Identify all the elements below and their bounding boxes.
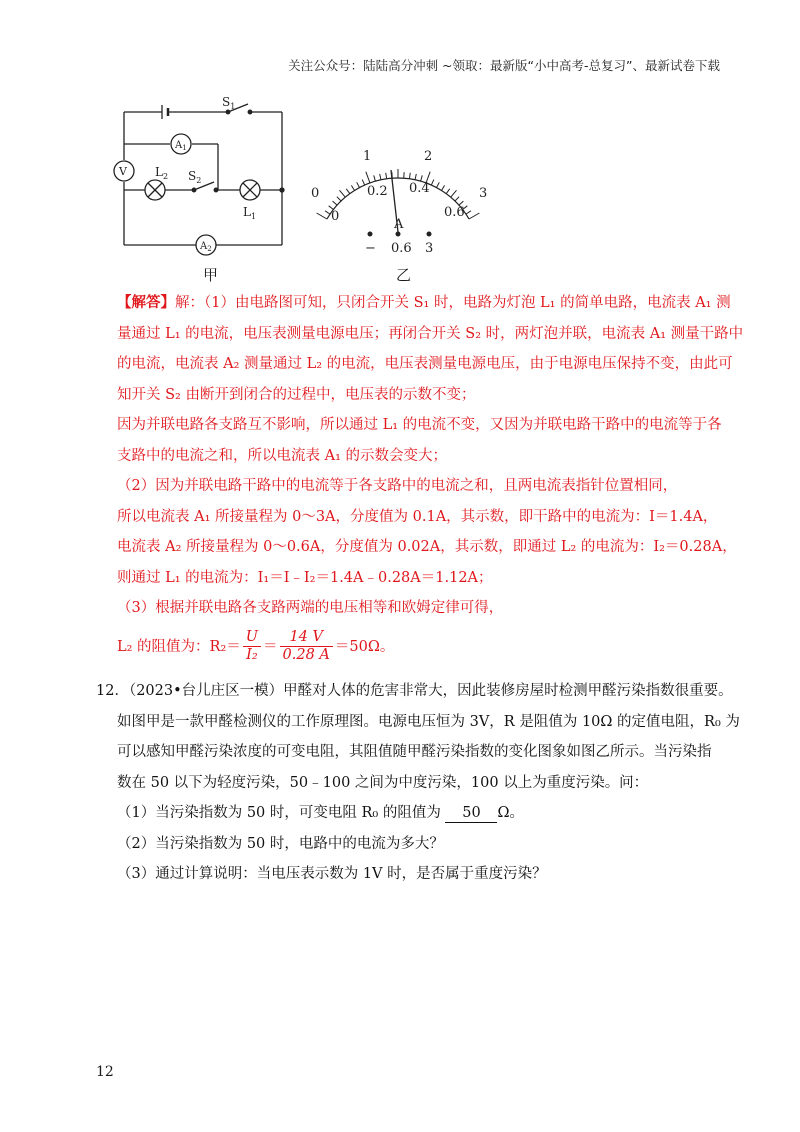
figure-yi-caption: 乙 xyxy=(396,266,412,284)
answer-formula: L₂ 的阻值为：R₂＝ $\frac{U}{\text{I₂}}$ ＝ $\frac{14 V}{0.28 A}$ ＝50Ω。 xyxy=(117,629,395,663)
dial-tick xyxy=(451,190,457,197)
svg-text:L2 xyxy=(155,165,168,181)
answer-line: 则通过 L₁ 的电流为：I₁＝I﹣I₂＝1.4A﹣0.28A＝1.12A； xyxy=(117,569,493,586)
s2-label: S xyxy=(188,169,197,183)
question-12 xyxy=(96,676,740,890)
answer-line: 的电流，电流表 A₂ 测量通过 L₂ 的电流，电压表测量电源电压，由于电源电压保持不变，由此可 xyxy=(117,356,733,372)
answer-line: 量通过 L₁ 的电流，电压表测量电源电压；再闭合开关 S₂ 时，两灯泡并联，电流表 A₁ 测量干路中 xyxy=(117,325,744,342)
answer-line: （2）因为并联电路干路中的电流等于各支路中的电流之和，且两电流表指针位置相同， xyxy=(117,478,678,494)
s1-sub: 1 xyxy=(230,102,236,111)
s2-sub: 2 xyxy=(196,176,202,185)
dial-tick xyxy=(346,189,350,194)
a1-sub: 1 xyxy=(182,144,187,152)
question-line: 可以感知甲醛污染浓度的可变电阻，其阻值随甲醛污染指数的变化图象如图乙所示。当污染指 xyxy=(117,744,712,760)
dial-tick xyxy=(380,174,381,180)
fraction-values: $\frac{14 V}{0.28 A}$ xyxy=(280,629,333,664)
sub-question-3: （3）通过计算说明：当电压表示数为 1V 时，是否属于重度污染？ xyxy=(117,866,547,882)
answer-line: 【解答】解：（1）由电路图可知，只闭合开关 S₁ 时，电路为灯泡 L₁ 的简单电路，电流表 A₁ 测 xyxy=(117,294,731,311)
answer-line: （3）根据并联电路各支路两端的电压相等和欧姆定律可得， xyxy=(117,600,504,616)
terminal-3: 3 xyxy=(425,241,434,256)
circuit-diagram xyxy=(100,92,300,292)
dial-tick xyxy=(455,197,459,201)
svg-text:A1 xyxy=(174,140,187,152)
l2-label: L xyxy=(155,165,163,179)
answer-blank: 50 xyxy=(445,804,497,823)
svg-text:S1 xyxy=(222,95,235,111)
a2-label: A xyxy=(200,241,208,252)
question-line: 12．（2023•台儿庄区一模）甲醛对人体的危害非常大，因此装修房屋时检测甲醛污染指数很重要。 xyxy=(96,683,733,699)
dial-outer-3: 3 xyxy=(479,186,488,201)
answer-block xyxy=(117,288,744,670)
sub-question-1: （1）当污染指数为 50 时，可变电阻 R₀ 的阻值为 50 Ω。 xyxy=(117,805,524,821)
dial-outer-0: 0 xyxy=(311,186,320,201)
answer-line: 电流表 A₂ 所接量程为 0～0.6A，分度值为 0.02A，其示数，即通过 L₂ 的电流为：I₂＝0.28A， xyxy=(117,539,737,555)
ammeter-dial xyxy=(305,140,505,260)
svg-text:S2 xyxy=(188,169,201,185)
l2-sub: 2 xyxy=(162,172,169,181)
dial-inner-04: 0.4 xyxy=(409,181,430,196)
dial-tick xyxy=(340,190,346,197)
answer-line: 因为并联电路各支路互不影响，所以通过 L₁ 的电流不变，又因为并联电路干路中的电流等于各 xyxy=(117,417,722,433)
dial-tick xyxy=(431,180,433,185)
dial-unit: A xyxy=(394,217,404,232)
terminal-minus: − xyxy=(365,241,376,256)
figure-jia-caption: 甲 xyxy=(203,266,219,284)
question-line: 数在 50 以下为轻度污染，50﹣100 之间为中度污染，100 以上为重度污染。问： xyxy=(117,774,649,791)
page-number: 12 xyxy=(96,1064,114,1080)
dial-outer-2: 2 xyxy=(424,149,433,164)
dial-tick xyxy=(436,182,439,187)
dial-tick xyxy=(362,180,364,185)
dial-tick xyxy=(351,185,354,190)
dial-tick xyxy=(446,189,450,194)
dial-tick xyxy=(469,213,479,219)
dial-inner-06: 0.6 xyxy=(444,205,465,220)
dial-tick xyxy=(337,197,341,201)
dial-tick xyxy=(441,185,444,190)
answer-line: 知开关 S₂ 由断开到闭合的过程中，电压表的示数不变； xyxy=(117,386,476,403)
dial-tick xyxy=(317,213,327,219)
question-line: 如图甲是一款甲醛检测仪的工作原理图。电源电压恒为 3V，R 是阻值为 10Ω 的定值电阻，R₀ 为 xyxy=(117,713,740,730)
fraction-u-over-i2: $\frac{U}{\text{I₂}}$ xyxy=(243,629,261,664)
svg-text:L1 xyxy=(243,205,256,221)
answer-tag: 【解答】 xyxy=(117,294,175,311)
dial-tick xyxy=(466,211,471,214)
terminal-06: 0.6 xyxy=(391,241,412,256)
sub-question-2: （2）当污染指数为 50 时，电路中的电流为多大？ xyxy=(117,835,444,852)
l1-sub: 1 xyxy=(250,212,257,221)
dial-tick xyxy=(325,211,330,214)
a2-sub: 2 xyxy=(207,245,212,253)
svg-text:A2 xyxy=(199,241,212,253)
s1-label: S xyxy=(222,95,231,109)
dial-tick xyxy=(409,173,410,179)
page-header: 关注公众号：陆陆高分冲刺 ~领取：最新版“小中高考-总复习”、最新试卷下载 xyxy=(288,58,720,73)
dial-tick xyxy=(357,182,360,187)
dial-inner-02: 0.2 xyxy=(367,184,388,199)
v-label: V xyxy=(119,165,127,178)
l1-label: L xyxy=(243,205,251,219)
dial-outer-1: 1 xyxy=(363,149,372,164)
a1-label: A xyxy=(175,140,183,151)
dial-tick xyxy=(415,174,416,180)
answer-line: 支路中的电流之和，所以电流表 A₁ 的示数会变大； xyxy=(117,447,448,464)
dial-tick xyxy=(386,173,387,179)
dial-tick xyxy=(333,201,337,205)
answer-line: 所以电流表 A₁ 所接量程为 0～3A，分度值为 0.1A，其示数，即干路中的电流为：I＝1.4A， xyxy=(117,508,718,525)
dial-tick xyxy=(374,175,376,181)
question-number: 12． xyxy=(96,683,129,699)
dial-tick xyxy=(366,172,370,183)
dial-inner-0: 0 xyxy=(331,209,340,224)
